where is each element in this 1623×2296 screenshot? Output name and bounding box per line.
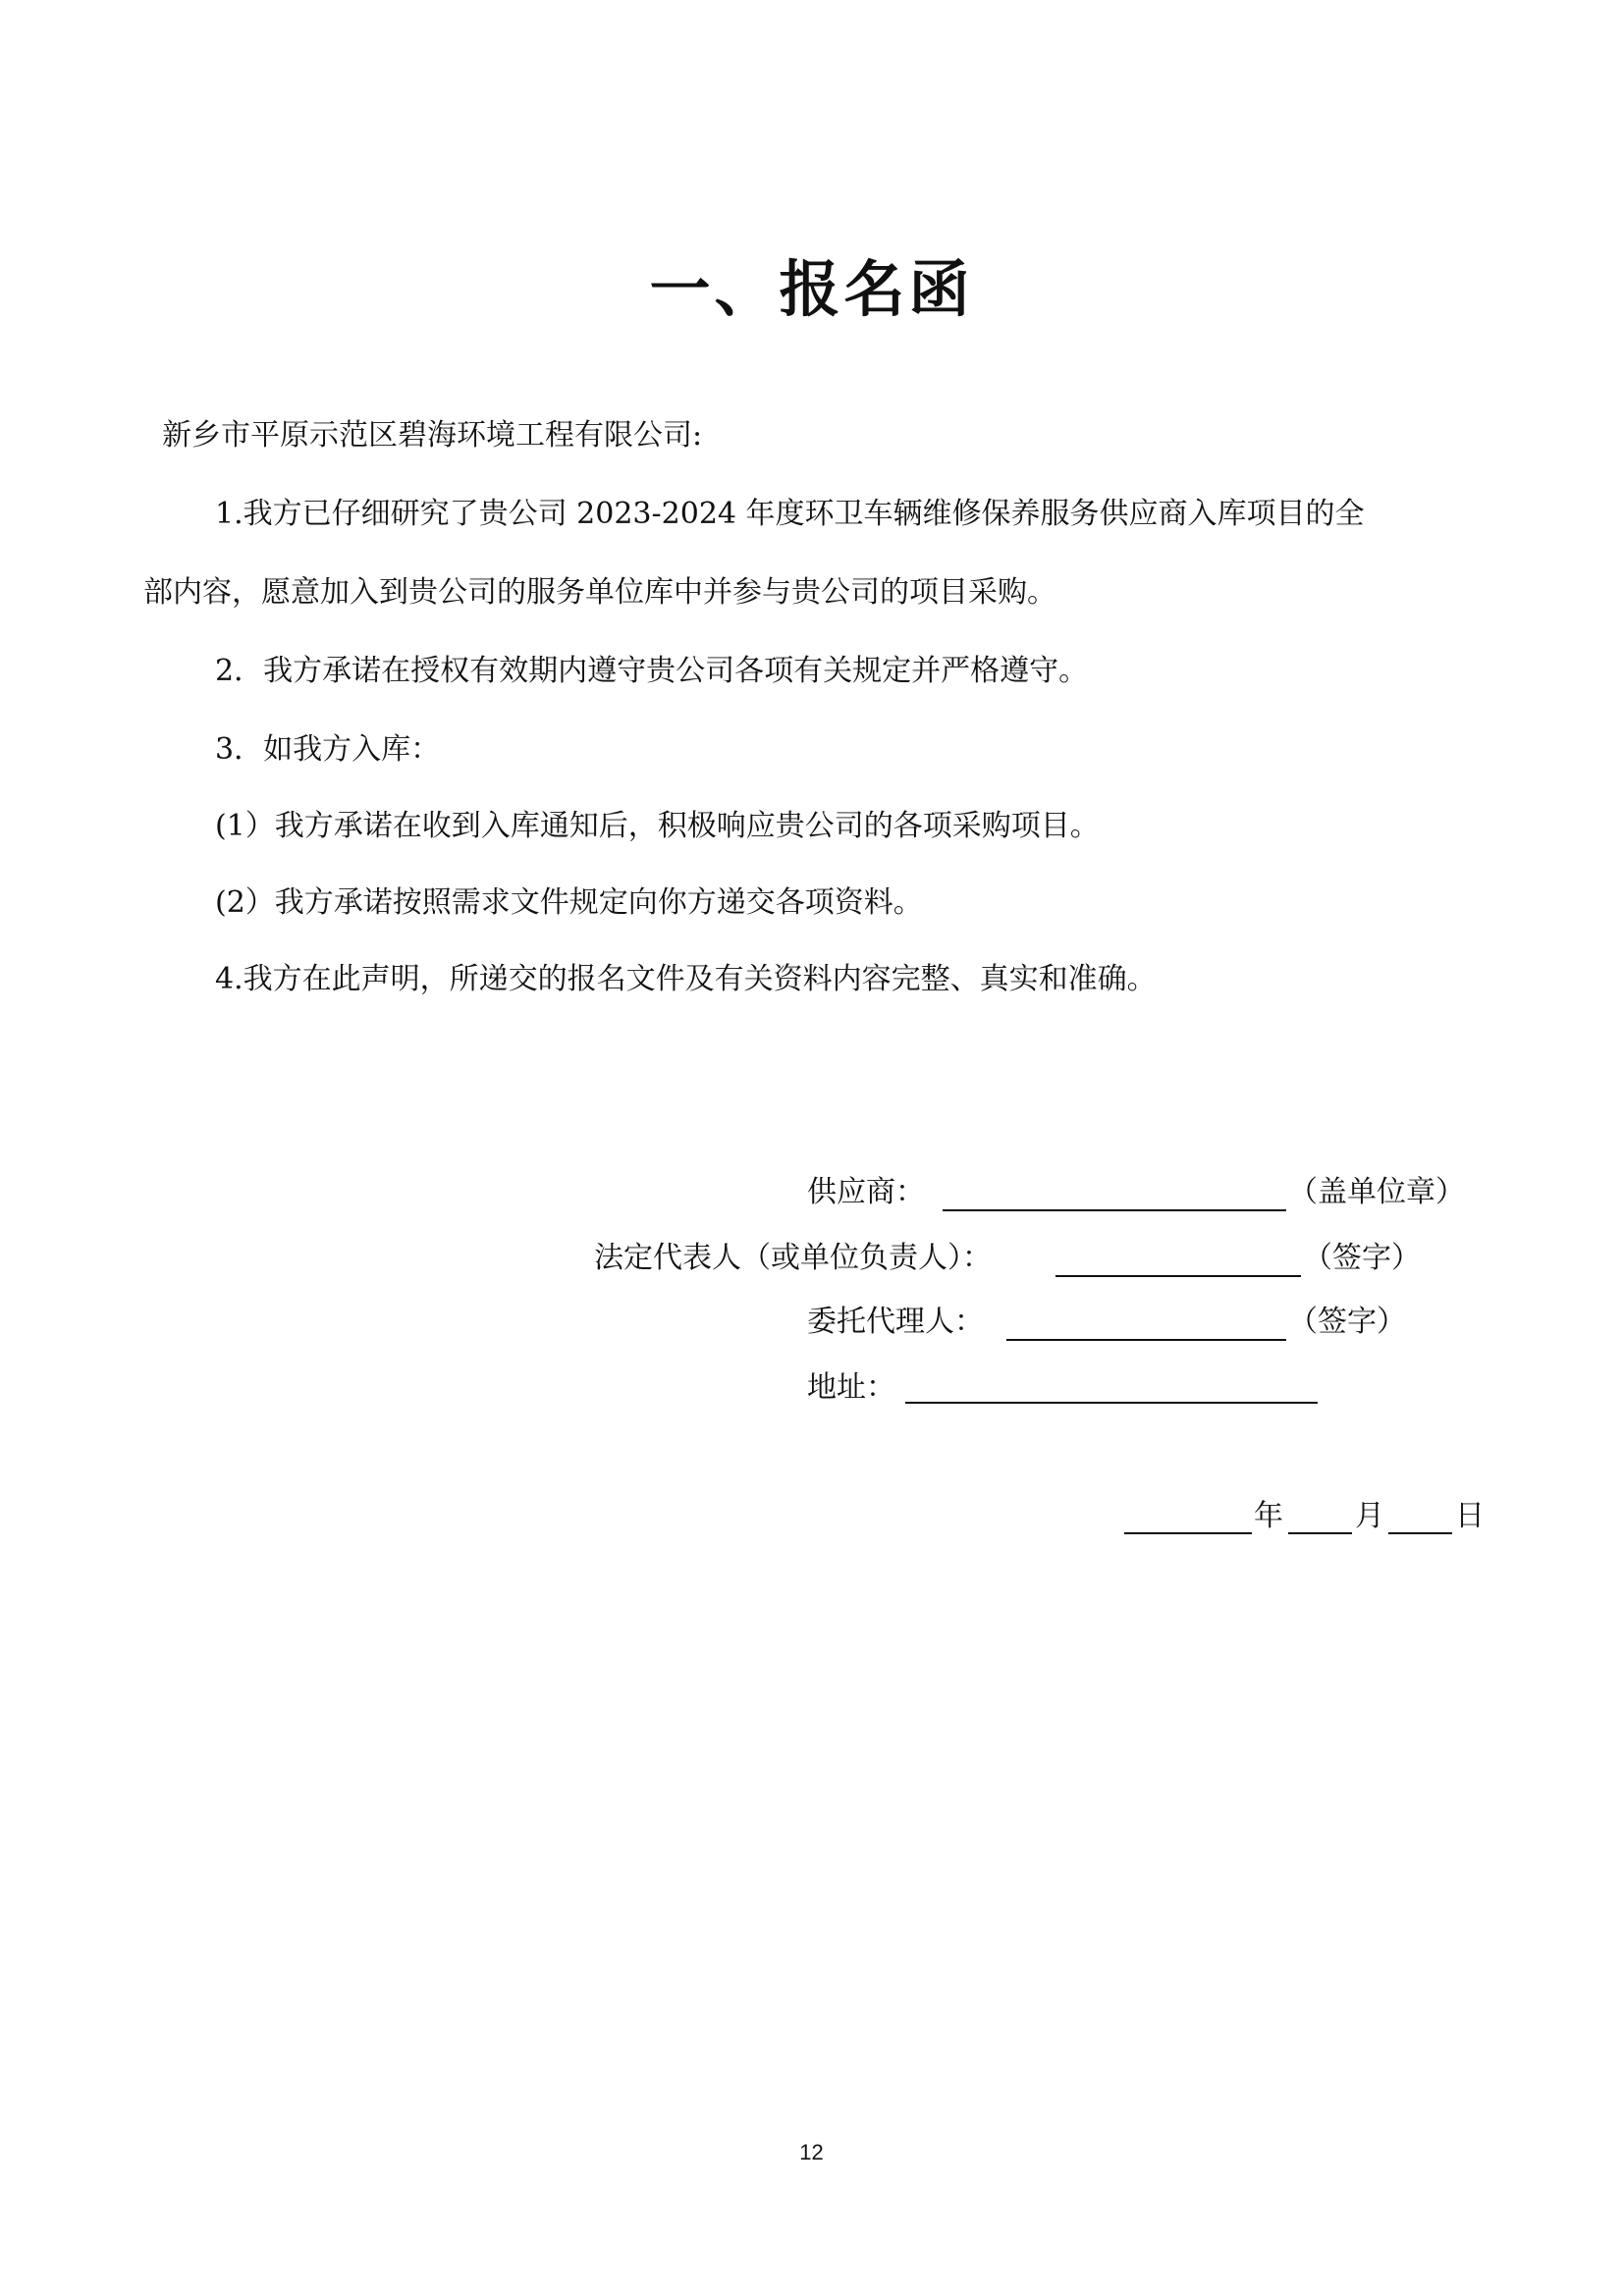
- legal-rep-suffix: （签字）: [1303, 1241, 1421, 1275]
- agent-underline: [1006, 1339, 1286, 1341]
- year-underline: [1124, 1532, 1252, 1534]
- day-underline: [1388, 1532, 1452, 1534]
- agent-suffix: （签字）: [1288, 1305, 1406, 1339]
- page-title: 一、报名函: [649, 253, 974, 325]
- clause-2: 2．我方承诺在授权有效期内遵守贵公司各项有关规定并严格遵守。: [215, 654, 1089, 688]
- clause-3-item-1: (1）我方承诺在收到入库通知后，积极响应贵公司的各项采购项目。: [215, 809, 1100, 843]
- month-underline: [1288, 1532, 1352, 1534]
- month-label: 月: [1355, 1499, 1384, 1533]
- clause-1-line-1: 1.我方已仔细研究了贵公司 2023-2024 年度环卫车辆维修保养服务供应商入库项目的全: [215, 497, 1365, 531]
- clause-1-line-2: 部内容，愿意加入到贵公司的服务单位库中并参与贵公司的项目采购。: [143, 575, 1056, 610]
- page-number: 12: [799, 2140, 824, 2164]
- legal-rep-label: 法定代表人（或单位负责人）：: [594, 1241, 992, 1275]
- addressee: 新乡市平原示范区碧海环境工程有限公司:: [162, 418, 703, 453]
- supplier-underline: [943, 1209, 1286, 1211]
- day-label: 日: [1455, 1499, 1485, 1533]
- clause-3-item-2: (2）我方承诺按照需求文件规定向你方递交各项资料。: [215, 885, 923, 920]
- year-label: 年: [1254, 1499, 1283, 1533]
- clause-3: 3．如我方入库：: [215, 732, 441, 767]
- clause-4: 4.我方在此声明，所递交的报名文件及有关资料内容完整、真实和准确。: [215, 962, 1157, 996]
- agent-label: 委托代理人：: [807, 1305, 984, 1339]
- supplier-label: 供应商：: [807, 1175, 925, 1209]
- legal-rep-underline: [1055, 1275, 1301, 1277]
- address-underline: [905, 1402, 1318, 1404]
- address-label: 地址：: [807, 1370, 895, 1405]
- supplier-suffix: （盖单位章）: [1288, 1175, 1465, 1209]
